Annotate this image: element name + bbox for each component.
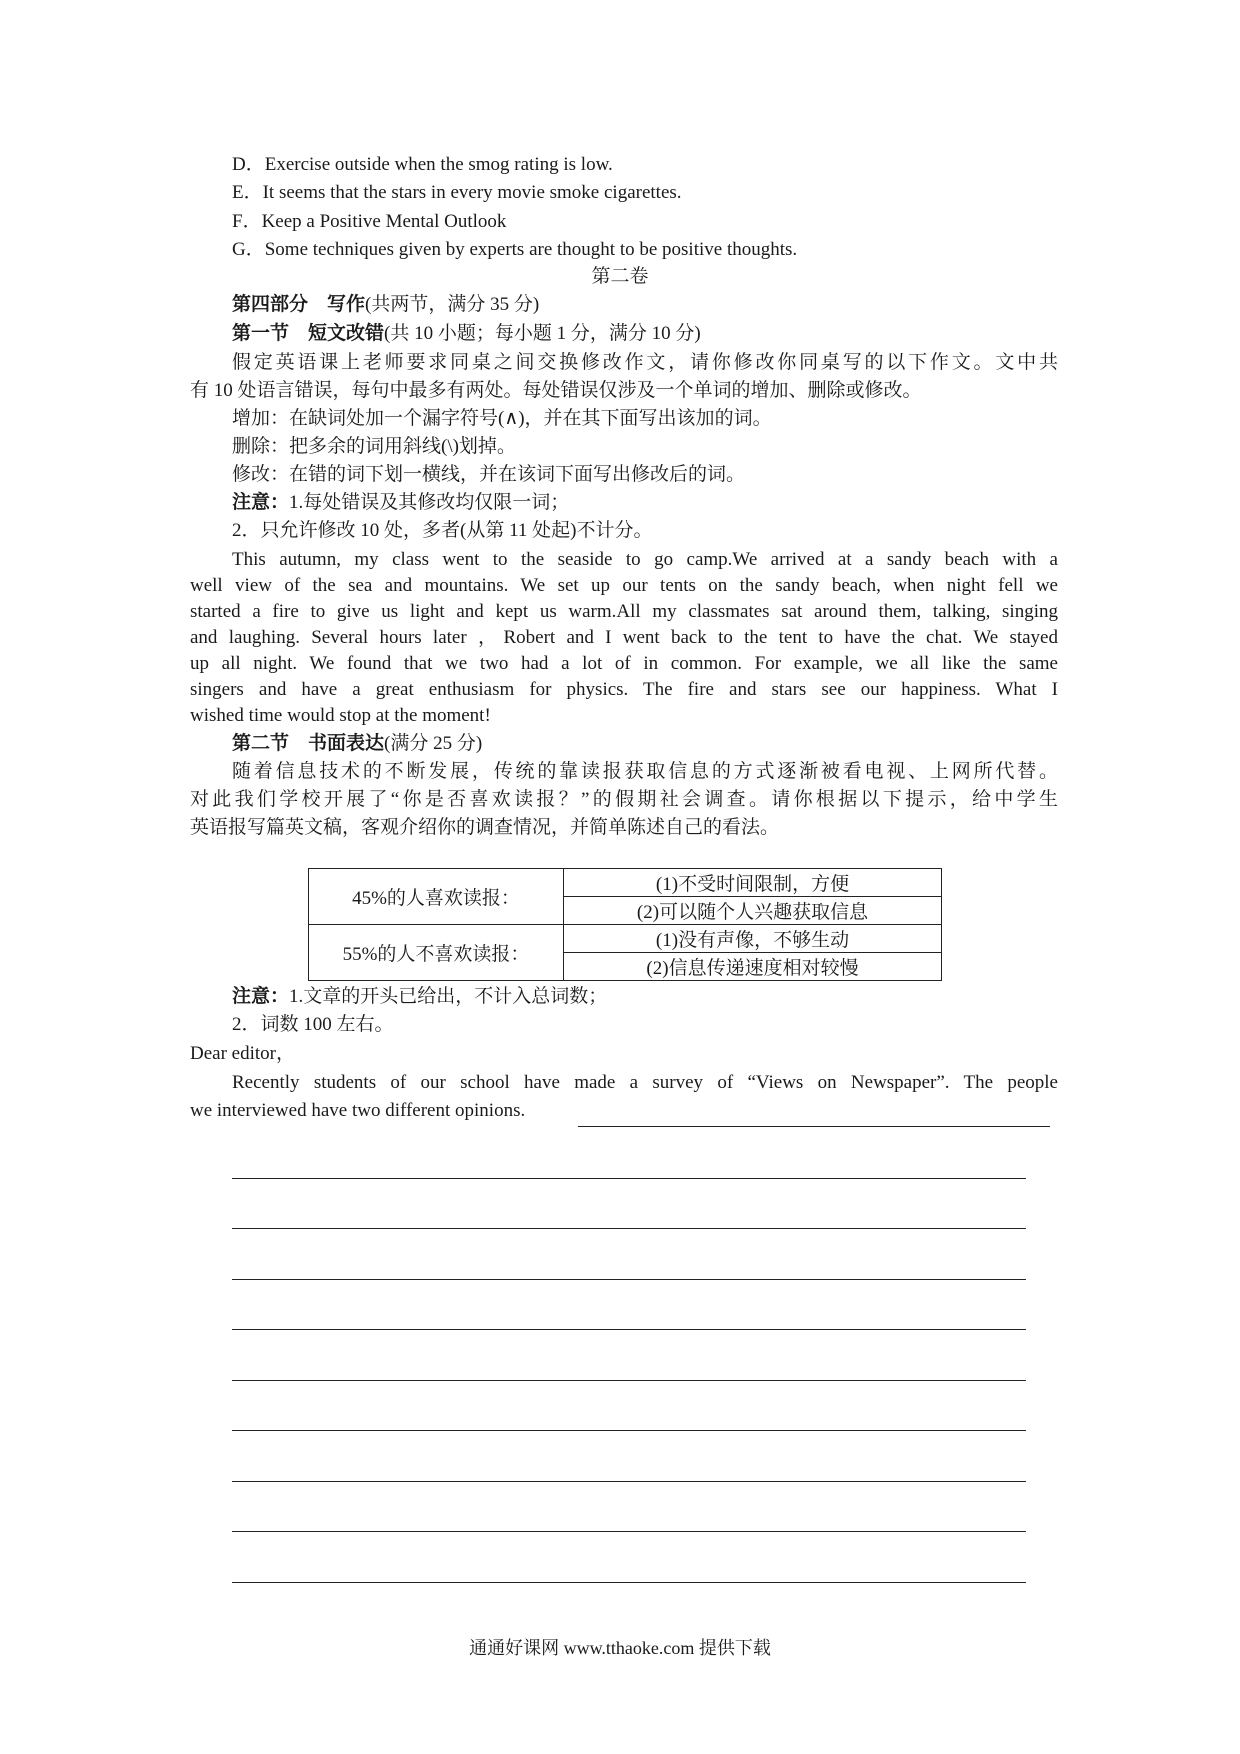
writing-line[interactable] (232, 1380, 1026, 1381)
rule-delete: 删除：把多余的词用斜线(\)划掉。 (232, 436, 516, 457)
opening-line1: Recently students of our school have made a survey of “Views on Newspaper”. The people (232, 1072, 1058, 1093)
note-text: 1.每处错误及其修改均仅限一词； (289, 492, 570, 513)
opening-line2: we interviewed have two different opinions. (190, 1100, 526, 1121)
passage-line: up all night. We found that we two had a lot of in common. For example, we all like the same (190, 653, 1058, 674)
writing-line[interactable] (232, 1531, 1026, 1532)
section2-intro-line2: 对此我们学校开展了“你是否喜欢读报？”的假期社会调查。请你根据以下提示，给中学生 (190, 789, 1058, 810)
dislike-reason: (2)信息传递速度相对较慢 (564, 953, 942, 981)
part4-title: 第四部分 写作 (232, 294, 366, 315)
section1-instr-line2: 有 10 处语言错误，每句中最多有两处。每处错误仅涉及一个单词的增加、删除或修改。 (190, 380, 922, 401)
answer-blank[interactable] (578, 1126, 1050, 1127)
writing-line[interactable] (232, 1582, 1026, 1583)
writing-line[interactable] (232, 1279, 1026, 1280)
writing-line[interactable] (232, 1481, 1026, 1482)
section2-note2: 2．词数 100 左右。 (232, 1014, 394, 1035)
rule-add: 增加：在缺词处加一个漏字符号(∧)，并在其下面写出该加的词。 (232, 408, 772, 429)
passage-line: This autumn, my class went to the seaside to go camp.We arrived at a sandy beach with a (232, 549, 1058, 570)
passage-line: wished time would stop at the moment! (190, 705, 491, 726)
option-f: F．Keep a Positive Mental Outlook (232, 211, 507, 232)
option-d: D．Exercise outside when the smog rating is low. (232, 154, 613, 175)
dislike-label: 55%的人不喜欢读报： (309, 925, 564, 981)
section1-title: 第一节 短文改错 (232, 323, 385, 344)
survey-table (308, 868, 942, 981)
passage-line: well view of the sea and mountains. We set up our tents on the sandy beach, when night fell we (190, 575, 1058, 596)
option-g: G．Some techniques given by experts are thought to be positive thoughts. (232, 239, 798, 260)
passage-line: and laughing. Several hours later ，Robert and I went back to the tent to have the chat. We stayed (190, 627, 1058, 648)
section2-intro-line1: 随着信息技术的不断发展，传统的靠读报获取信息的方式逐渐被看电视、上网所代替。 (232, 761, 1058, 782)
section1-heading (232, 321, 701, 347)
part4-score: (共两节，满分 35 分) (365, 294, 540, 315)
section2-note1 (232, 984, 607, 1010)
section1-note2: 2．只允许修改 10 处，多者(从第 11 处起)不计分。 (232, 520, 653, 541)
note-label: 注意： (232, 492, 290, 513)
writing-line[interactable] (232, 1430, 1026, 1431)
section1-score: (共 10 小题；每小题 1 分，满分 10 分) (384, 323, 701, 344)
writing-line[interactable] (232, 1329, 1026, 1330)
writing-line[interactable] (232, 1228, 1026, 1229)
rule-modify: 修改：在错的词下划一横线，并在该词下面写出修改后的词。 (232, 464, 746, 485)
like-label: 45%的人喜欢读报： (309, 869, 564, 925)
section1-instr-line1: 假定英语课上老师要求同桌之间交换修改作文，请你修改你同桌写的以下作文。文中共 (232, 352, 1058, 373)
section2-intro-line3: 英语报写篇英文稿，客观介绍你的调查情况，并简单陈述自己的看法。 (190, 817, 780, 838)
salutation: Dear editor， (190, 1043, 295, 1064)
part4-heading (232, 292, 539, 318)
note-label: 注意： (232, 986, 290, 1007)
note-text: 1.文章的开头已给出，不计入总词数； (289, 986, 608, 1007)
passage-line: singers and have a great enthusiasm for physics. The fire and stars see our happiness. What I (190, 679, 1058, 700)
volume-title: 第二卷 (591, 266, 649, 287)
writing-line[interactable] (232, 1178, 1026, 1179)
passage-line: started a fire to give us light and kept us warm.All my classmates sat around them, talking, singing (190, 601, 1058, 622)
section2-score: (满分 25 分) (384, 733, 483, 754)
footer-credit: 通通好课网 www.tthaoke.com 提供下载 (469, 1638, 771, 1658)
like-reason: (2)可以随个人兴趣获取信息 (564, 897, 942, 925)
section2-heading (232, 731, 482, 757)
like-reason: (1)不受时间限制，方便 (564, 869, 942, 897)
dislike-reason: (1)没有声像，不够生动 (564, 925, 942, 953)
section1-note1 (232, 490, 569, 516)
section2-title: 第二节 书面表达 (232, 733, 385, 754)
option-e: E．It seems that the stars in every movie smoke cigarettes. (232, 182, 682, 203)
